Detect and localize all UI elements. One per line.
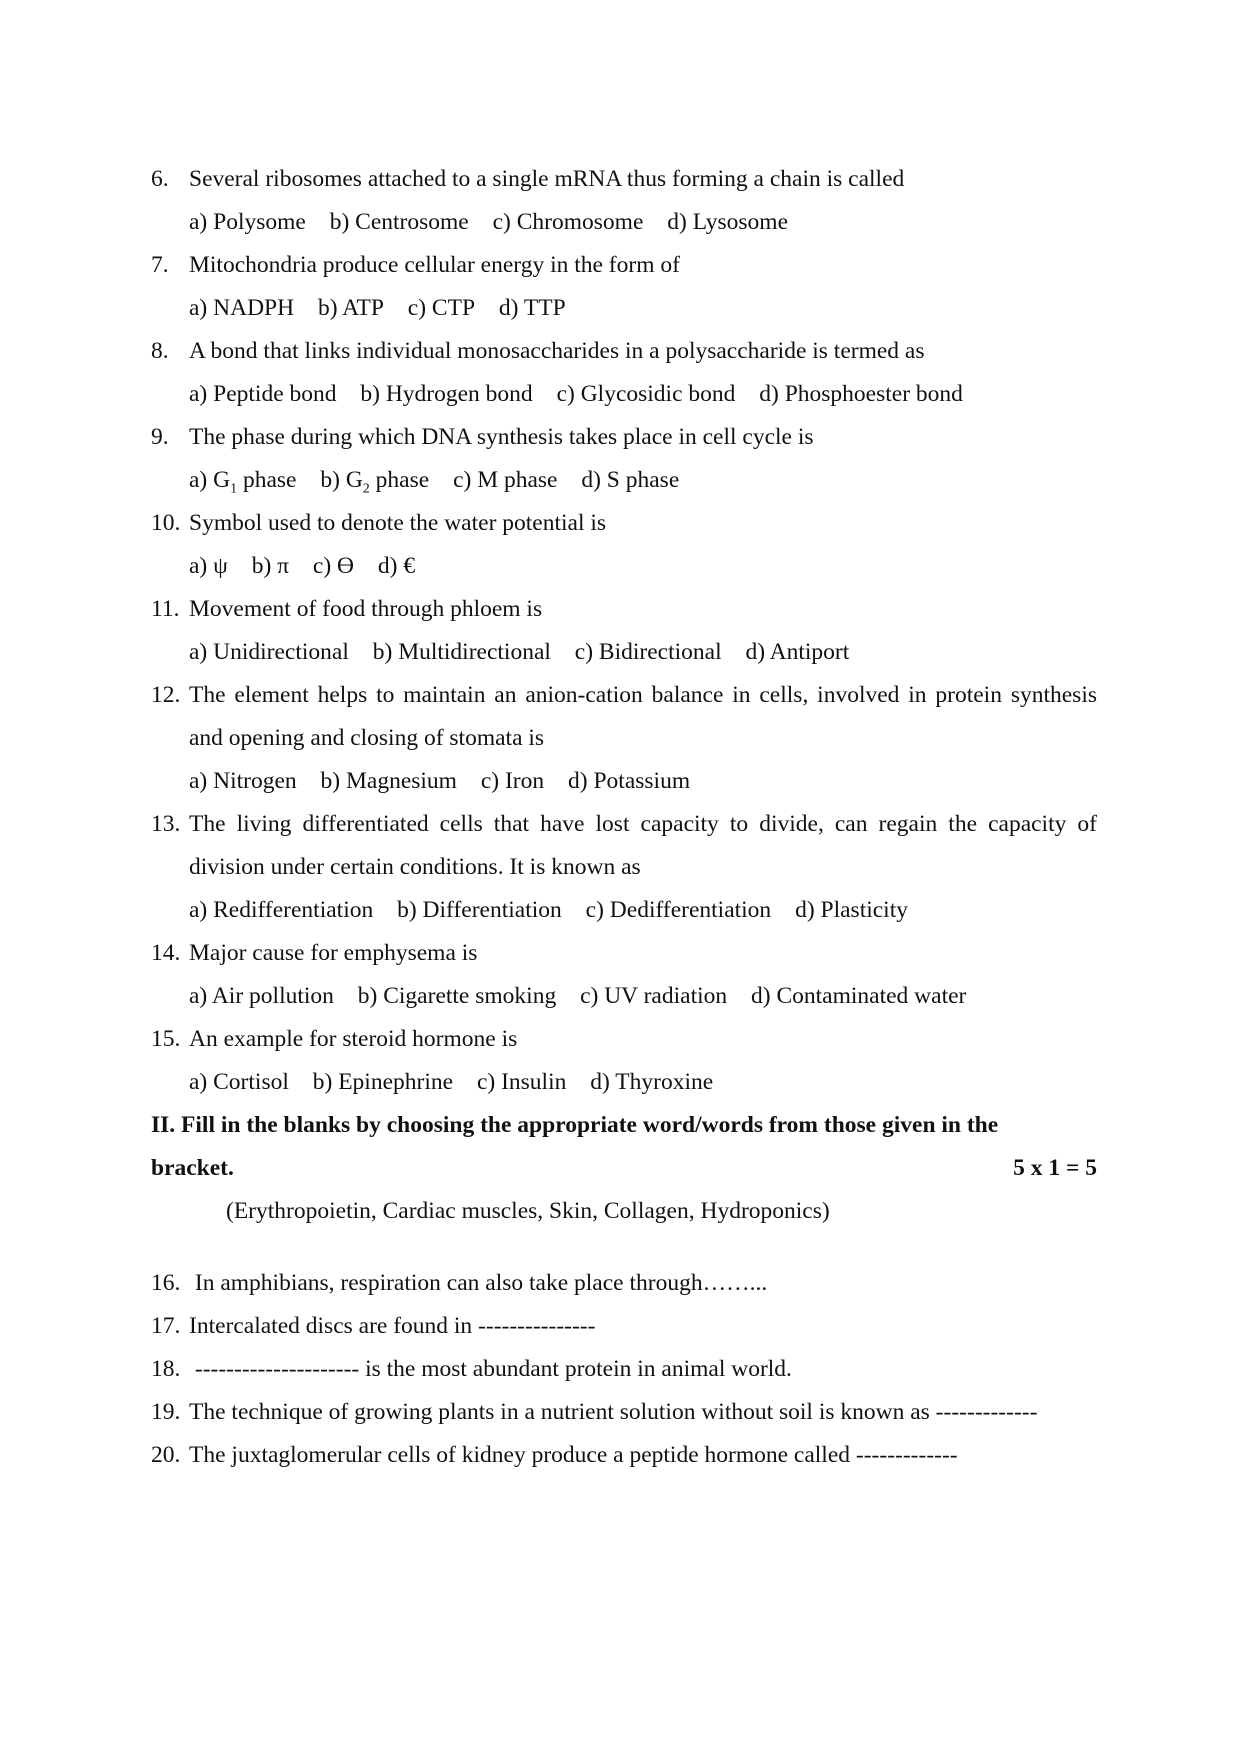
option-d: d) Thyroxine — [590, 1069, 714, 1095]
question-8 — [151, 330, 1097, 373]
option-b-suffix: phase — [369, 467, 430, 493]
option-d: d) Plasticity — [795, 897, 908, 923]
question-number: 8. — [151, 338, 169, 364]
question-text: Several ribosomes attached to a single mRNA thus forming a chain is called — [189, 166, 905, 192]
question-9 — [151, 416, 1097, 459]
option-a: a) NADPH — [189, 295, 295, 321]
question-10 — [151, 502, 1097, 545]
section-2-marks: 5 x 1 = 5 — [1013, 1155, 1097, 1181]
option-d: d) Antiport — [745, 639, 850, 665]
question-text: Symbol used to denote the water potential is — [189, 510, 607, 536]
question-11 — [151, 588, 1097, 631]
options-14 — [151, 975, 1097, 1018]
option-a: a) Unidirectional — [189, 639, 349, 665]
question-13 — [151, 803, 1097, 889]
option-c: c) Glycosidic bond — [556, 381, 736, 407]
question-text: A bond that links individual monosaccharides in a polysaccharide is termed as — [189, 338, 925, 364]
option-c: c) Iron — [480, 768, 545, 794]
option-c: c) Bidirectional — [574, 639, 722, 665]
question-text: Movement of food through phloem is — [189, 596, 543, 622]
option-b: b) Differentiation — [397, 897, 562, 923]
question-6 — [151, 158, 1097, 201]
option-b: b) Centrosome — [329, 209, 469, 235]
options-7 — [151, 287, 1097, 330]
option-c: c) Ө — [312, 553, 355, 579]
option-c: c) Chromosome — [492, 209, 644, 235]
section-2-heading-tail: bracket. — [151, 1155, 234, 1181]
option-c: c) CTP — [407, 295, 476, 321]
options-10 — [151, 545, 1097, 588]
subscript-2: 2 — [362, 481, 370, 497]
question-number: 18. — [151, 1356, 181, 1382]
question-number: 6. — [151, 166, 169, 192]
question-text: Intercalated discs are found in --------------- — [189, 1313, 596, 1339]
option-a: a) Polysome — [189, 209, 306, 235]
options-9 — [151, 459, 1097, 502]
option-b: b) Cigarette smoking — [357, 983, 557, 1009]
question-number: 10. — [151, 510, 181, 536]
option-a: a) Cortisol — [189, 1069, 289, 1095]
question-number: 11. — [151, 596, 180, 622]
question-number: 9. — [151, 424, 169, 450]
option-d: d) TTP — [498, 295, 566, 321]
question-number: 7. — [151, 252, 169, 278]
option-b: b) Hydrogen bond — [360, 381, 533, 407]
options-13 — [151, 889, 1097, 932]
options-11 — [151, 631, 1097, 674]
spacer — [151, 1233, 1097, 1262]
option-d: d) Lysosome — [667, 209, 789, 235]
option-d: d) € — [377, 553, 416, 579]
question-paper-page — [151, 158, 1097, 1477]
option-b: b) Multidirectional — [372, 639, 551, 665]
question-15 — [151, 1018, 1097, 1061]
section-2-heading: II. Fill in the blanks by choosing the appropriate word/words from those given in the — [151, 1112, 999, 1138]
option-b-base: b) G — [320, 467, 363, 493]
question-number: 19. — [151, 1399, 181, 1425]
question-17 — [151, 1305, 1097, 1348]
question-text: In amphibians, respiration can also take place through……... — [189, 1270, 768, 1296]
word-bank: (Erythropoietin, Cardiac muscles, Skin, Collagen, Hydroponics) — [226, 1198, 830, 1224]
question-number: 15. — [151, 1026, 181, 1052]
question-12 — [151, 674, 1097, 760]
option-c: c) Dedifferentiation — [585, 897, 772, 923]
option-c: c) M phase — [453, 467, 558, 493]
option-a — [189, 467, 297, 497]
question-text: The living differentiated cells that have lost capacity to divide, can regain the capacity of division under certain conditions. It is known as — [189, 811, 1097, 880]
question-16 — [151, 1262, 1097, 1305]
question-20 — [151, 1434, 1097, 1477]
options-6 — [151, 201, 1097, 244]
question-19 — [151, 1391, 1097, 1434]
option-a: a) Air pollution — [189, 983, 334, 1009]
option-b: b) Epinephrine — [312, 1069, 454, 1095]
question-text: The phase during which DNA synthesis takes place in cell cycle is — [189, 424, 814, 450]
options-15 — [151, 1061, 1097, 1104]
question-text: Mitochondria produce cellular energy in the form of — [189, 252, 680, 278]
option-a-base: a) G — [189, 467, 231, 493]
question-number: 17. — [151, 1313, 181, 1339]
option-a-suffix: phase — [237, 467, 297, 493]
options-8 — [151, 373, 1097, 416]
option-d: d) S phase — [581, 467, 680, 493]
question-text: The element helps to maintain an anion-cation balance in cells, involved in protein synthesis and opening and closing of stomata is — [189, 682, 1097, 751]
question-text: --------------------- is the most abundant protein in animal world. — [189, 1356, 792, 1382]
options-12 — [151, 760, 1097, 803]
subscript-1: 1 — [230, 481, 238, 497]
question-text: An example for steroid hormone is — [189, 1026, 518, 1052]
question-18 — [151, 1348, 1097, 1391]
option-d: d) Phosphoester bond — [759, 381, 963, 407]
question-7 — [151, 244, 1097, 287]
option-a: a) Redifferentiation — [189, 897, 374, 923]
option-b: b) ATP — [317, 295, 384, 321]
question-number: 16. — [151, 1270, 181, 1296]
option-b: b) Magnesium — [320, 768, 457, 794]
option-a: a) Nitrogen — [189, 768, 297, 794]
option-b — [320, 467, 430, 497]
option-d: d) Potassium — [568, 768, 691, 794]
question-text: The technique of growing plants in a nutrient solution without soil is known as ------------- — [189, 1399, 1038, 1425]
option-c: c) UV radiation — [580, 983, 728, 1009]
question-number: 13. — [151, 811, 181, 837]
option-a: a) Peptide bond — [189, 381, 337, 407]
option-a: a) ψ — [189, 553, 228, 579]
question-number: 12. — [151, 682, 181, 708]
question-14 — [151, 932, 1097, 975]
question-number: 14. — [151, 940, 181, 966]
option-c: c) Insulin — [476, 1069, 567, 1095]
option-b: b) π — [251, 553, 290, 579]
option-d: d) Contaminated water — [751, 983, 967, 1009]
question-number: 20. — [151, 1442, 181, 1468]
question-text: The juxtaglomerular cells of kidney produce a peptide hormone called ------------- — [189, 1442, 958, 1468]
question-text: Major cause for emphysema is — [189, 940, 478, 966]
section-2-heading-end — [151, 1147, 1097, 1190]
